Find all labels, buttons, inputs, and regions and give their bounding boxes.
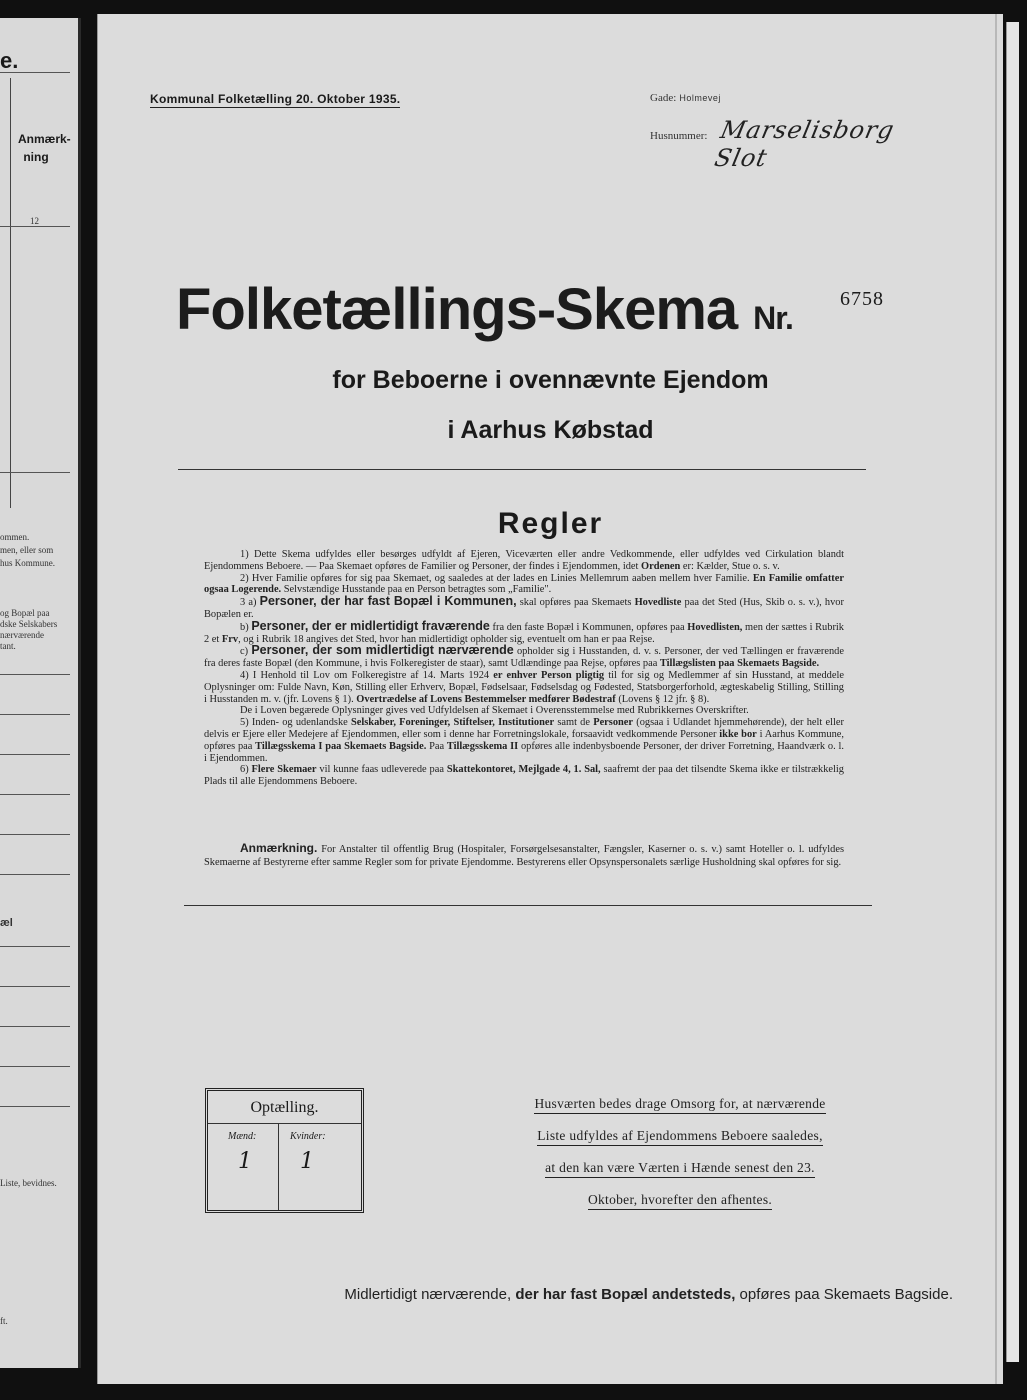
house-number-handwriting: Marselisborg Slot (712, 116, 898, 172)
count-title: Optælling. (208, 1091, 361, 1124)
left-page-rule (0, 1026, 70, 1027)
men-count: 1 (238, 1149, 252, 1174)
street-label: Gade: (650, 92, 677, 104)
remark-label: Anmærkning. (240, 841, 318, 855)
left-page-fragment: men, eller som (0, 545, 54, 555)
form-number-label: Nr. (753, 300, 793, 336)
census-form-page (97, 14, 1003, 1384)
remark-paragraph (204, 842, 844, 869)
rules-text (204, 549, 844, 788)
left-page-rule (0, 1106, 70, 1107)
left-page-rule (0, 226, 70, 227)
house-number-label: Husnummer: (650, 130, 708, 142)
left-page-fragment: ommen. (0, 532, 30, 542)
street-row (650, 92, 721, 130)
left-page-rule (0, 834, 70, 835)
landlord-notice (512, 1096, 848, 1224)
form-number-value: 6758 (840, 288, 884, 310)
men-label: Mænd: (228, 1131, 257, 1142)
footer-note (98, 1286, 953, 1303)
left-page-rule (0, 986, 70, 987)
page-edge (995, 14, 997, 1384)
rule-paragraph: 2) Hver Familie opføres for sig paa Skemaet, og saaledes at der lades en Linies Mellemrum aaben mellem hver Familie. En Familie omfatter ogsaa Logerende. Selvstændige Husstande paa en Person betragtes som „Familie". (204, 572, 844, 596)
left-page-rule (0, 674, 70, 675)
house-number-row (650, 116, 898, 172)
left-page-fragment: nærværende (0, 630, 44, 640)
left-page-fragment: dske Selskabers (0, 619, 58, 629)
remark-text: For Anstalter til offentlig Brug (Hospitaler, Forsørgelsesanstalter, Fængsler, Kaserner o. s. v.) samt Hoteller o. l. udfyldes Skemaerne af Bestyrerne efter samme Regler som for private Ejendomme. Bestyrerens eller Opsynspersonalets særlige Husholdning skal opføres for sig. (204, 844, 844, 868)
left-page-rule (0, 946, 70, 947)
rule-paragraph: 1) Dette Skema udfyldes eller besørges udfyldt af Ejeren, Viceværten eller andre Vedkommende, eller udfyldes ved Cirkulation blandt Ejendommens Beboere. — Paa Skemaet opføres de Familier og Personer, der findes i Ejendommen, idet Ordenen er: Kælder, Stue o. s. v. (204, 549, 844, 572)
left-page-fragment: tant. (0, 641, 16, 651)
left-page-column-number: 12 (30, 216, 39, 226)
left-page-rule (0, 72, 70, 73)
left-page-rule (0, 472, 70, 473)
rules-heading: Regler (497, 507, 604, 540)
form-subtitle: for Beboerne i ovennævnte Ejendom (332, 366, 769, 394)
left-page-column-header (18, 130, 71, 166)
notice-line: Husværten bedes drage Omsorg for, at nærværende (534, 1096, 825, 1114)
left-page-column-header-text: Anmærk- ning (18, 132, 71, 164)
left-page-rule (0, 874, 70, 875)
notice-line: Oktober, hvorefter den afhentes. (588, 1192, 772, 1210)
rule-paragraph: 3 a) Personer, der har fast Bopæl i Kommunen, skal opføres paa Skemaets Hovedliste paa det Sted (Hus, Skib o. s. v.), hvor Bopælen er. (204, 594, 844, 620)
divider-line (184, 905, 872, 906)
left-page-fragment: hus Kommune. (0, 558, 55, 568)
left-page-column-divider (10, 78, 11, 508)
left-page-letter: e. (0, 48, 19, 73)
rule-paragraph: De i Loven begærede Oplysninger gives ved Udfyldelsen af Skemaet i Overensstemmelse med Rubrikkernes Overskrifter. (240, 705, 749, 717)
page-stack-edge (1006, 22, 1019, 1362)
previous-page-edge (0, 18, 81, 1368)
count-divider (278, 1123, 279, 1210)
notice-line: at den kan være Værten i Hænde senest den 23. (545, 1160, 815, 1178)
address-block (650, 92, 898, 172)
women-count: 1 (300, 1149, 314, 1174)
left-page-fragment: og Bopæl paa (0, 608, 50, 618)
women-label: Kvinder: (290, 1131, 326, 1142)
left-page-rule (0, 754, 70, 755)
left-page-fragment: ft. (0, 1316, 8, 1326)
left-page-rule (0, 714, 70, 715)
census-date-line: Kommunal Folketælling 20. Oktober 1935. (150, 92, 401, 106)
left-page-rule (0, 794, 70, 795)
left-page-fragment: Liste, bevidnes. (0, 1178, 57, 1188)
rule-paragraph: b) Personer, der er midlertidigt fraværende fra den faste Bopæl i Kommunen, opføres paa Hovedlisten, men der sættes i Rubrik 2 et Frv, og i Rubrik 18 angives det Sted, hvor han midlertidigt opholder sig, eventuelt om han er paa Rejse. (204, 618, 844, 645)
form-subtitle-city: i Aarhus Købstad (447, 416, 654, 444)
footer-bold: der har fast Bopæl andetsteds, (515, 1286, 736, 1303)
left-page-rule (0, 1066, 70, 1067)
street-stamp: Holmevej (679, 93, 721, 103)
footer-prefix: Midlertidigt nærværende, (344, 1286, 512, 1303)
count-box (205, 1088, 364, 1213)
rule-paragraph: c) Personer, der som midlertidigt nærværende opholder sig i Husstanden, d. v. s. Personer, der ved Tællingen er fraværende fra deres faste Bopæl (den Kommune, i hvis Folkeregister de staar), samt Udlændinge paa Rejse, opføres paa Tillægslisten paa Skemaets Bagside. (204, 643, 844, 670)
divider-line (178, 469, 866, 470)
rule-paragraph: 6) Flere Skemaer vil kunne faas udleverede paa Skattekontoret, Mejlgade 4, 1. Sal, saafremt der paa det tilsendte Skema ikke er tilstrækkelig Plads til alle Ejendommens Beboere. (204, 764, 844, 788)
notice-line: Liste udfyldes af Ejendommens Beboere saaledes, (537, 1128, 823, 1146)
rule-paragraph: 4) I Henhold til Lov om Folkeregistre af 14. Marts 1924 er enhver Person pligtig til for sig og Medlemmer af sin Husstand, at meddele Oplysninger om: Fulde Navn, Køn, Stilling eller Erhverv, Bopæl, Fødselsaar, Fødselsdag og Fødested, Statsborgerforhold, ægteskabelig Stilling, Stilling i Husstanden m. v. (jfr. Lovens § 1). Overtrædelse af Lovens Bestemmelser medfører Bødestraf (Lovens § 12 jfr. § 8). (204, 669, 844, 705)
rule-paragraph: 5) Inden- og udenlandske Selskaber, Foreninger, Stiftelser, Institutioner samt de Personer (ogsaa i Udlandet hjemmehørende), der helt eller delvis er Ejere eller Medejere af Ejendommen, eller som i denne har Forretningslokale, forsaavidt vedkommende Personer ikke bor i Aarhus Kommune, opføres paa Tillægsskema I paa Skemaets Bagside. Paa Tillægsskema II opføres alle indenbysboende Personer, der driver Forretning, Haandværk o. l. i Ejendommen. (204, 717, 844, 764)
footer-suffix: opføres paa Skemaets Bagside. (739, 1286, 953, 1303)
left-page-fragment: æl (0, 917, 13, 929)
form-title-text: Folketællings-Skema (176, 277, 738, 342)
form-title (176, 276, 884, 343)
